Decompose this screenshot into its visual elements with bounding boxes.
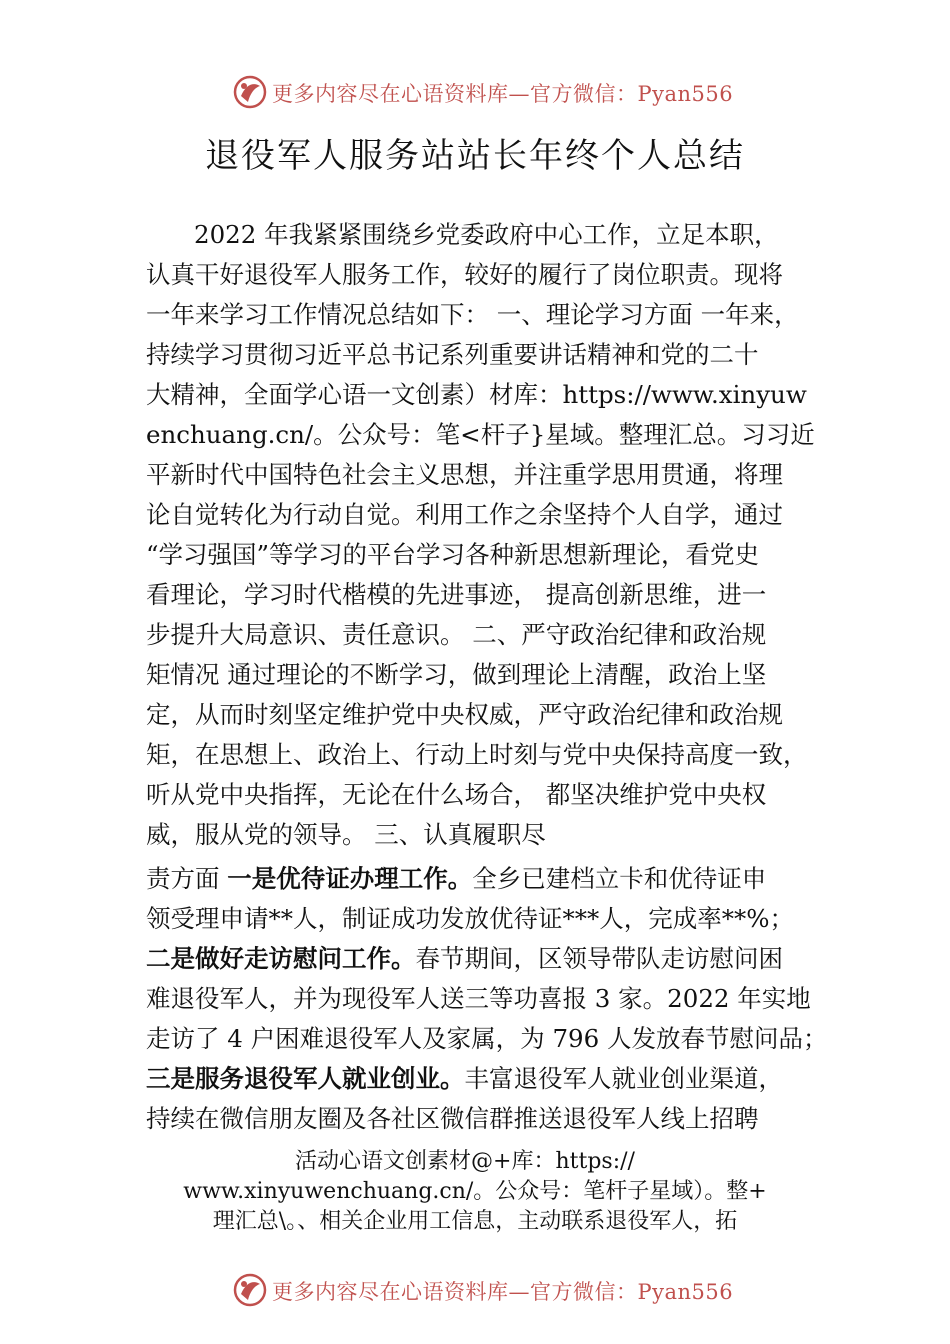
paragraph-line: 矩情况 通过理论的不断学习，做到理论上清醒，政治上坚 [146,660,767,689]
logo-icon [232,1272,268,1308]
paragraph-line: 步提升大局意识、责任意识。 二、严守政治纪律和政治规 [146,620,767,649]
bold-heading: 三是服务退役军人就业创业。 [146,1064,465,1093]
paragraph-line: 2022 年我紧紧围绕乡党委政府中心工作，立足本职， [194,220,779,249]
tail-line: 理汇总\。、相关企业用工信息，主动联系退役军人，拓 [212,1209,738,1234]
paragraph-line: 领受理申请**人，制证成功发放优待证***人，完成率**%； [146,904,795,933]
text-run: 全乡已建档立卡和优待证申 [472,864,767,893]
footer-banner [0,1270,950,1310]
paragraph-line: 听从党中央指挥，无论在什么场合， 都坚决维护党中央权 [146,780,767,809]
bold-heading: 一是优待证办理工作。 [227,864,473,893]
paragraph-line: 一年来学习工作情况总结如下： 一、理论学习方面 一年来， [146,300,799,329]
paragraph-line: 难退役军人，并为现役军人送三等功喜报 3 家。2022 年实地 [146,984,811,1013]
paragraph-line: 看理论，学习时代楷模的先进事迹， 提高创新思维，进一 [146,580,767,609]
paragraph-line: 持续学习贯彻习近平总书记系列重要讲话精神和党的二十 [146,340,759,369]
banner-text: 更多内容尽在心语资料库—官方微信：Pyan556 [272,82,734,106]
paragraph-line: enchuang.cn/。公众号：笔<杆子}星域。整理汇总。习习近 [146,420,815,449]
paragraph-line [146,944,783,974]
paragraph-line: 论自觉转化为行动自觉。利用工作之余坚持个人自学，通过 [146,500,783,529]
tail-line: 活动心语文创素材@+库：https:// [295,1149,635,1174]
page-title: 退役军人服务站站长年终个人总结 [205,136,745,176]
paragraph-line: 大精神，全面学心语一文创素）材库：https://www.xinyuw [146,380,807,409]
paragraph-line [146,1064,783,1094]
text-run: 春节期间，区领导带队走访慰问困 [415,944,783,973]
paragraph-line: 威，服从党的领导。 三、认真履职尽 [146,820,546,849]
paragraph-line: 定，从而时刻坚定维护党中央权威，严守政治纪律和政治规 [146,700,783,729]
paragraph-line: 认真干好退役军人服务工作，较好的履行了岗位职责。现将 [146,260,783,289]
paragraph-line: 走访了 4 户困难退役军人及家属，为 796 人发放春节慰问品； [146,1024,828,1053]
bold-heading: 二是做好走访慰问工作。 [146,944,416,973]
header-banner [0,72,950,112]
tail-line: www.xinyuwenchuang.cn/。公众号：笔杆子星域）。整+ [183,1179,767,1204]
paragraph-line: 持续在微信朋友圈及各社区微信群推送退役军人线上招聘 [146,1104,759,1133]
paragraph-line [146,864,766,894]
banner-text: 更多内容尽在心语资料库—官方微信：Pyan556 [272,1280,734,1304]
paragraph-line: “学习强国”等学习的平台学习各种新思想新理论，看党史 [146,540,760,569]
text-run: 丰富退役军人就业创业渠道， [464,1064,783,1093]
paragraph-line: 平新时代中国特色社会主义思想，并注重学思用贯通，将理 [146,460,783,489]
text-run: 责方面 [146,864,228,893]
paragraph-line: 矩，在思想上、政治上、行动上时刻与党中央保持高度一致， [146,740,808,769]
logo-icon [232,74,268,110]
